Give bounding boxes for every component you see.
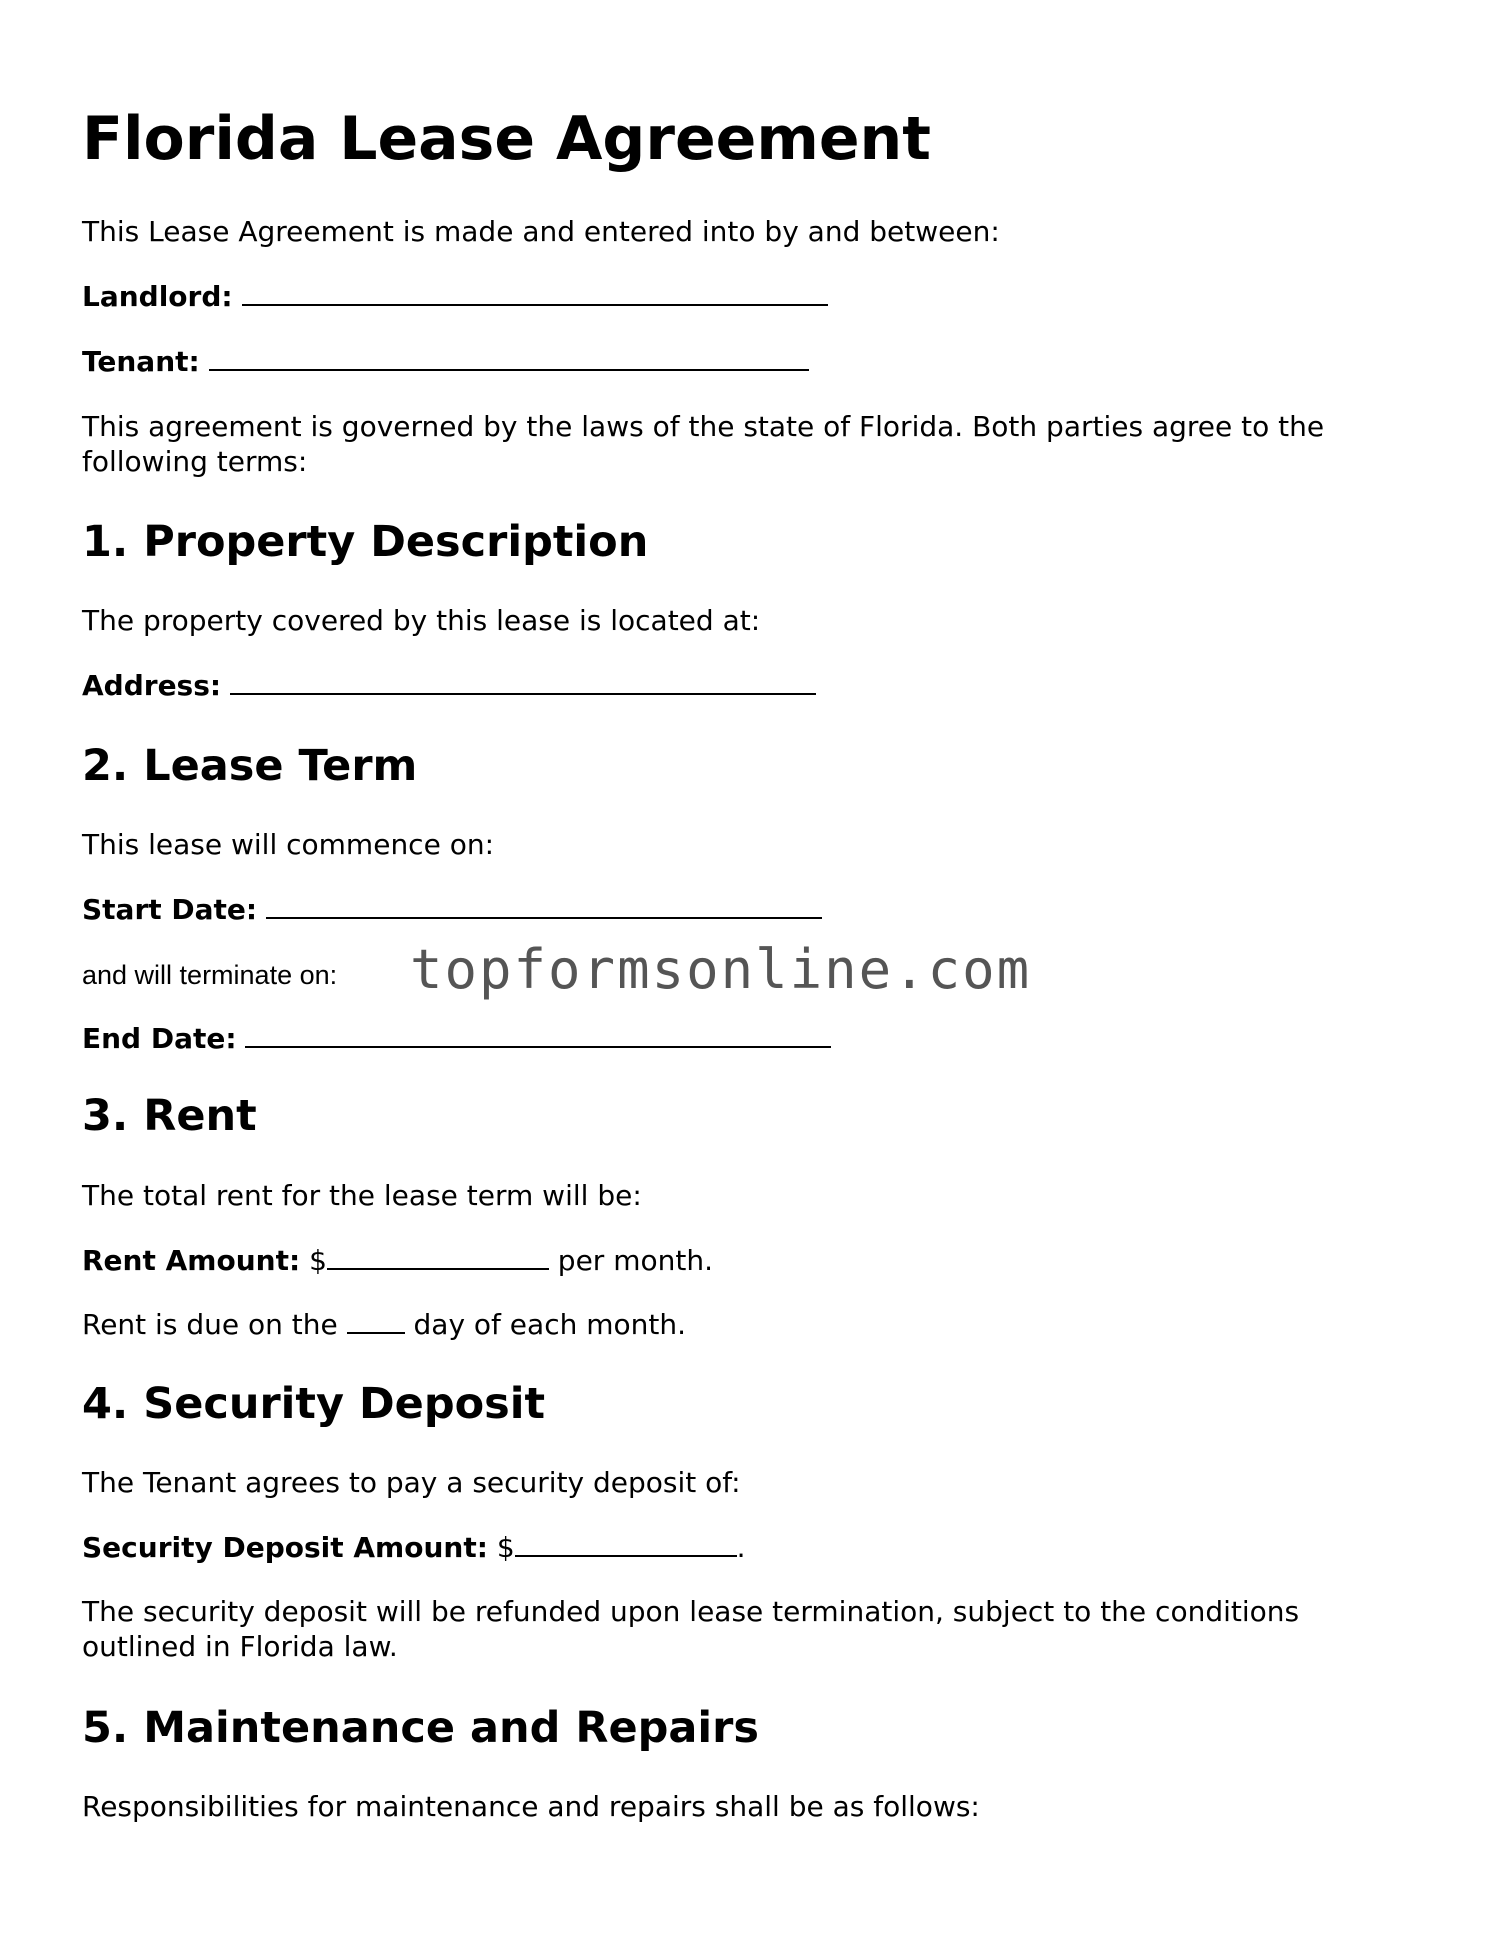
deposit-currency: $ (496, 1531, 515, 1564)
rent-per-month: per month. (557, 1244, 713, 1277)
rent-currency: $ (309, 1244, 327, 1277)
rent-due-prefix: Rent is due on the (82, 1308, 338, 1341)
tenant-label: Tenant: (82, 345, 200, 378)
landlord-line (82, 279, 828, 314)
landlord-label: Landlord: (82, 280, 233, 313)
section-heading-maintenance: 5. Maintenance and Repairs (82, 1703, 759, 1753)
end-date-blank[interactable] (245, 1022, 831, 1048)
rent-text: The total rent for the lease term will be: (82, 1179, 642, 1212)
deposit-period: . (736, 1531, 746, 1564)
section-heading-property: 1. Property Description (82, 517, 649, 567)
rent-amount-label: Rent Amount: (82, 1244, 301, 1277)
rent-due-line (82, 1307, 686, 1342)
end-date-line (82, 1021, 831, 1056)
start-date-label: Start Date: (82, 893, 258, 926)
watermark: topformsonline.com (410, 938, 1032, 1001)
deposit-amount-label: Security Deposit Amount: (82, 1531, 488, 1564)
deposit-text: The Tenant agrees to pay a security deposit of: (82, 1466, 741, 1499)
tenant-blank[interactable] (209, 345, 809, 371)
start-date-line (82, 892, 822, 927)
rent-due-suffix: day of each month. (413, 1308, 687, 1341)
tenant-line (82, 344, 809, 379)
rent-amount-line (82, 1243, 713, 1278)
deposit-amount-blank[interactable] (515, 1531, 737, 1557)
terminate-text (82, 957, 337, 993)
term-text: This lease will commence on: (82, 828, 495, 861)
landlord-blank[interactable] (242, 280, 828, 306)
rent-amount-blank[interactable] (327, 1244, 549, 1270)
section-heading-term: 2. Lease Term (82, 741, 418, 791)
intro-text: This Lease Agreement is made and entered into by and between: (82, 215, 1000, 248)
deposit-amount-line (82, 1530, 746, 1565)
terminate-label: and will terminate on: (82, 960, 338, 990)
governing-text: This agreement is governed by the laws of the state of Florida. Both parties agree to the following terms: (82, 410, 1325, 478)
deposit-refund-text: The security deposit will be refunded upon lease termination, subject to the conditions outlined in Florida law. (82, 1595, 1300, 1663)
start-date-blank[interactable] (266, 893, 822, 919)
address-blank[interactable] (230, 669, 816, 695)
property-text: The property covered by this lease is located at: (82, 604, 761, 637)
section-heading-deposit: 4. Security Deposit (82, 1379, 546, 1429)
rent-due-day-blank[interactable] (347, 1308, 405, 1334)
address-line (82, 668, 816, 703)
address-label: Address: (82, 669, 222, 702)
maintenance-text: Responsibilities for maintenance and repairs shall be as follows: (82, 1790, 980, 1823)
end-date-label: End Date: (82, 1022, 237, 1055)
section-heading-rent: 3. Rent (82, 1091, 257, 1141)
page-title: Florida Lease Agreement (82, 104, 931, 174)
